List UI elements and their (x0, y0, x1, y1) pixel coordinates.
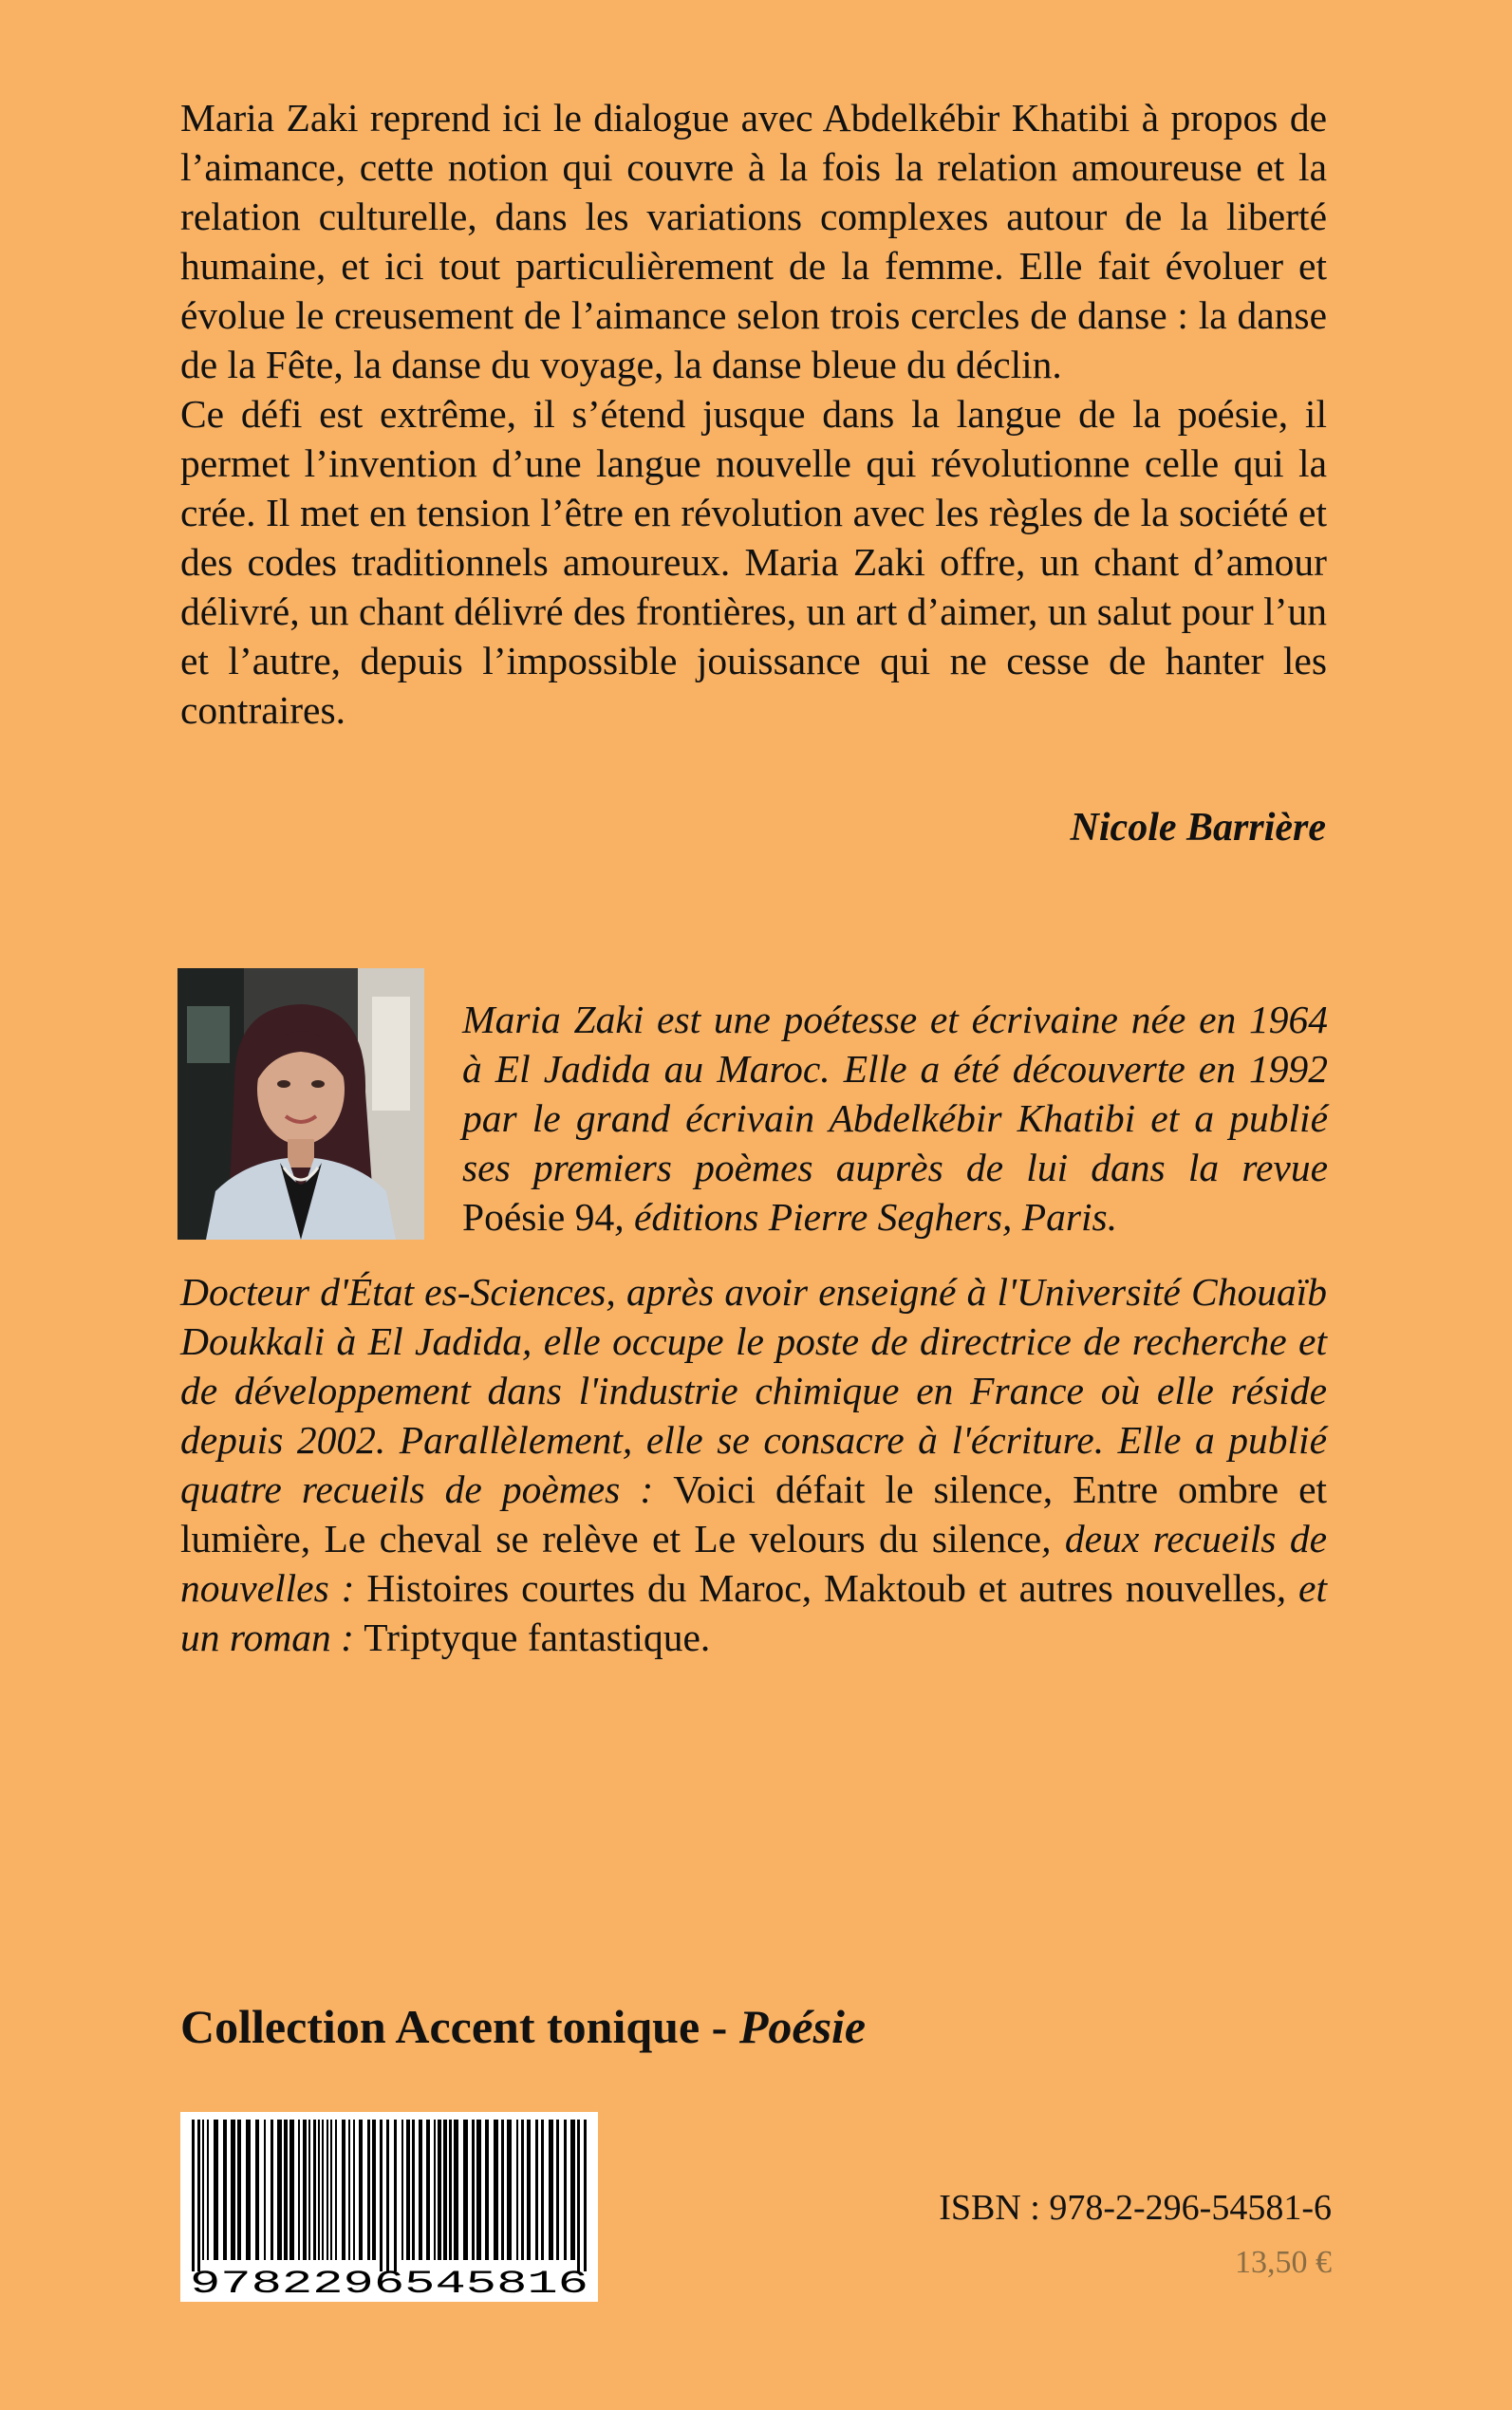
barcode-bar (577, 2120, 580, 2271)
collection-name (180, 1999, 866, 2054)
separator: , (300, 1517, 325, 1560)
barcode-bar (255, 2120, 259, 2260)
barcode-bar (516, 2120, 518, 2260)
barcode-bar (192, 2120, 195, 2271)
separator: et (638, 1517, 695, 1560)
barcode-bar (541, 2120, 544, 2260)
barcode-bar (271, 2120, 273, 2260)
barcode-bar (426, 2120, 430, 2260)
barcode-bar (367, 2120, 370, 2260)
barcode-bar (246, 2120, 251, 2260)
barcode-bar (527, 2120, 531, 2260)
barcode-bar (289, 2120, 294, 2260)
barcode-bar (330, 2120, 332, 2260)
barcode-bar (264, 2120, 266, 2260)
barcode-bar (507, 2120, 512, 2260)
barcode-digits: 9782296545816 (190, 2267, 588, 2302)
barcode-bar (570, 2120, 575, 2260)
barcode-bar (443, 2120, 447, 2260)
collection-genre: Poésie (738, 2000, 867, 2053)
separator: , (1042, 1467, 1073, 1511)
barcode-bar (556, 2120, 559, 2260)
barcode-bar (485, 2120, 489, 2260)
isbn: ISBN : 978-2-296-54581-6 (939, 2188, 1332, 2228)
author-portrait-image (177, 968, 424, 1240)
barcode-bar (438, 2120, 441, 2260)
barcode-bar (202, 2120, 204, 2260)
barcode-bar (231, 2120, 235, 2260)
bio-details-text: , deux recueils de nouvelles : (180, 1517, 1328, 1610)
separator: , (801, 1566, 825, 1610)
barcode-bar (322, 2120, 324, 2260)
barcode-bar (284, 2120, 288, 2260)
barcode-bar (419, 2120, 422, 2260)
barcode-bar (214, 2120, 218, 2260)
separator: . (700, 1616, 711, 1659)
blurb (180, 93, 1327, 735)
barcode-bar (386, 2120, 389, 2271)
journal-title: Poésie 94 (462, 1195, 615, 1239)
book-title: Le velours du silence (694, 1517, 1042, 1560)
book-title: Entre ombre et lumière (180, 1467, 1328, 1560)
blurb-paragraph-1: Maria Zaki reprend ici le dialogue avec Abdelkébir Khatibi à propos de l’aimance, cette notion qui couvre à la fois la relation amoureuse et la relation culturelle, dans les variations complexes autour de la liberté humaine, et ici tout particulièrement de la femme. Elle fait évoluer et évolue le creusement de l’aimance selon trois cercles de danse : la danse de la Fête, la danse du voyage, la danse bleue du déclin. (180, 96, 1327, 386)
barcode-bar (521, 2120, 524, 2260)
barcode-bar (406, 2120, 410, 2260)
author-bio-details (180, 1267, 1327, 1662)
barcode-bar (207, 2120, 209, 2260)
book-title: Voici défait le silence (673, 1467, 1043, 1511)
barcode-bar (303, 2120, 307, 2260)
barcode-bar (342, 2120, 345, 2260)
barcode-bar (380, 2120, 383, 2271)
barcode-bar (327, 2120, 328, 2260)
barcode-bar (318, 2120, 320, 2260)
barcode-bar (197, 2120, 200, 2271)
author-bio-intro (462, 995, 1328, 1242)
barcode-bar (335, 2120, 337, 2260)
barcode-bar (476, 2120, 481, 2260)
blurb-paragraph-2: Ce défi est extrême, il s’étend jusque dans la langue de la poésie, il permet l’invention d’une langue nouvelle qui révolutionne celle qui la crée. Il met en tension l’être en révolution avec les règles de la société et des codes traditionnels amoureux. Maria Zaki offre, un chant d’amour délivré, un chant délivré des frontières, un art d’aimer, un salut pour l’un et l’autre, depuis l’impossible jouissance qui ne cesse de hanter les contraires. (180, 392, 1327, 732)
bio-details-text: Docteur d'État es-Sciences, après avoir enseigné à l'Université Chouaïb Doukkali à El Jadida, elle occupe le poste de directrice de recherche et de développement dans l'industrie chimique en France où elle réside depuis 2002. Parallèlement, elle se consacre à l'écriture. Elle a publié quatre recueils de poèmes : (180, 1270, 1327, 1511)
barcode-bar (584, 2120, 587, 2271)
barcode-bar (298, 2120, 300, 2260)
barcode-bar (353, 2120, 355, 2260)
barcode-bar (348, 2120, 350, 2260)
author-photo (177, 968, 424, 1240)
price: 13,50 € (1235, 2245, 1332, 2280)
barcode-bar (401, 2120, 403, 2260)
barcode-bar (463, 2120, 468, 2260)
barcode-bar (313, 2120, 316, 2260)
bio-details-text: , et un roman : (180, 1566, 1328, 1659)
bio-intro-text: Maria Zaki est une poétesse et écrivaine née en 1964 à El Jadida au Maroc. Elle a été découverte en 1992 par le grand écrivain Abdelkébir Khatibi et a publié ses premiers poèmes auprès de lui dans la revue (462, 998, 1328, 1189)
barcode-bar (564, 2120, 567, 2260)
barcode-bar (494, 2120, 498, 2260)
barcode-bar (449, 2120, 452, 2260)
barcode-bar (372, 2120, 376, 2260)
bio-intro-text-end: , éditions Pierre Seghers, Paris. (614, 1195, 1118, 1239)
barcode-bar (308, 2120, 310, 2260)
barcode-bar (549, 2120, 553, 2260)
book-title: Triptyque fantastique (364, 1616, 700, 1659)
book-title: Histoires courtes du Maroc (366, 1566, 802, 1610)
barcode-bar (359, 2120, 363, 2260)
barcode-bar (434, 2120, 436, 2260)
barcode-bar (223, 2120, 227, 2260)
collection-main: Collection Accent tonique - (180, 2000, 739, 2053)
barcode-bar (535, 2120, 538, 2260)
barcode-bar (277, 2120, 282, 2260)
barcode-bar (501, 2120, 504, 2260)
barcode (180, 2112, 598, 2302)
book-title: Le cheval se relève (324, 1517, 639, 1560)
blurb-signature: Nicole Barrière (1070, 806, 1326, 850)
book-title: Maktoub et autres nouvelles (824, 1566, 1277, 1610)
barcode-bar (454, 2120, 458, 2260)
barcode-bar (412, 2120, 415, 2260)
barcode-bar (472, 2120, 475, 2260)
barcode-bar (394, 2120, 397, 2271)
barcode-bar (237, 2120, 241, 2260)
